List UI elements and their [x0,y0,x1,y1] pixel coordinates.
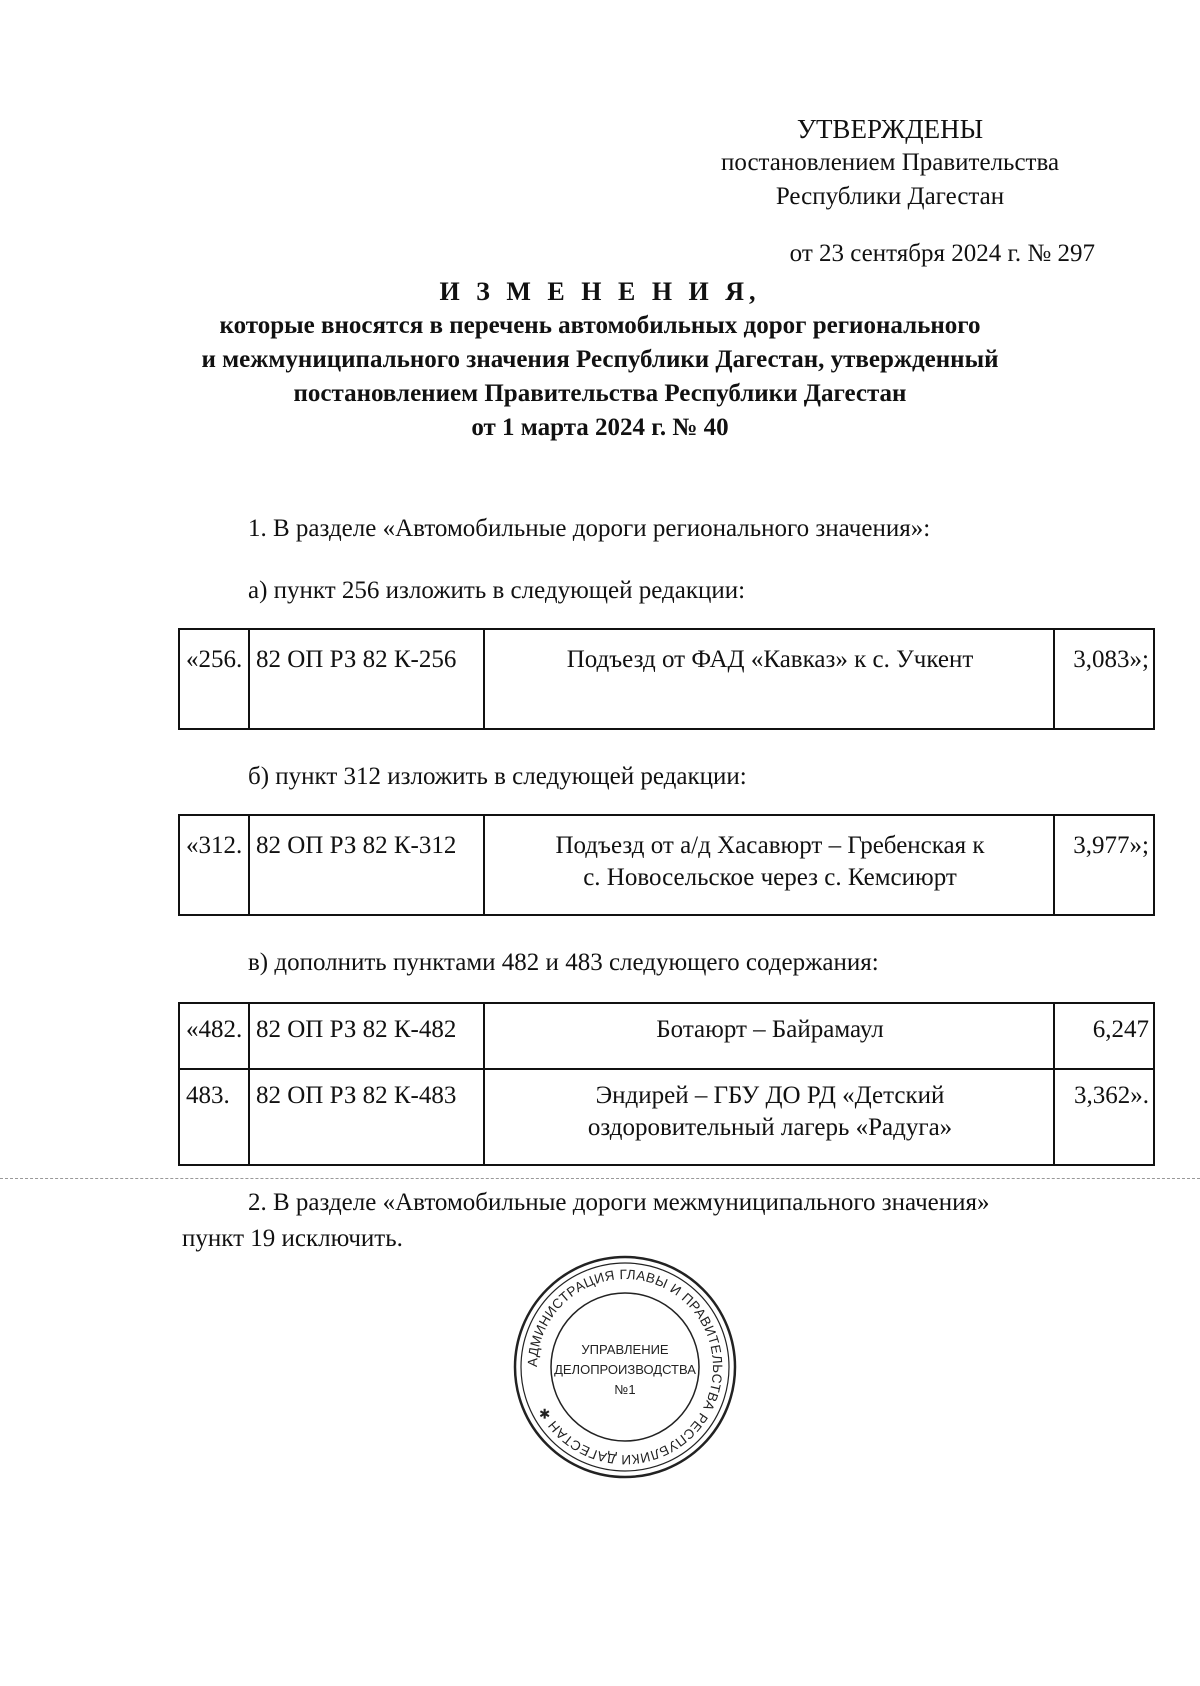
item-b-text: б) пункт 312 изложить в следующей редакции: [248,763,747,790]
table-row [179,629,1154,729]
item-a-text: а) пункт 256 изложить в следующей редакции: [248,577,746,604]
scan-artifact-line [0,1178,1200,1179]
road-name [484,815,1054,915]
title-line-3: постановлением Правительства Республики Дагестан [293,380,907,407]
road-name-line-1: Подъезд от а/д Хасавюрт – Гребенская к [555,832,985,859]
table-item-312 [178,814,1155,916]
table-row [179,815,1154,915]
title-line-4: от 1 марта 2024 г. № 40 [471,414,729,441]
road-name-line-2: с. Новосельское через с. Кемсиюрт [583,864,957,891]
approval-title: УТВЕРЖДЕНЫ [796,114,984,144]
section1-heading: 1. В разделе «Автомобильные дороги регионального значения»: [248,515,931,542]
road-code: 82 ОП РЗ 82 К-482 [249,1003,484,1069]
road-name-line-2: оздоровительный лагерь «Радуга» [587,1114,953,1141]
row-number: «312. [179,815,249,915]
approval-line-1: постановлением Правительства [720,149,1060,176]
road-code: 82 ОП РЗ 82 К-312 [249,815,484,915]
title-line-2: и межмуниципального значения Республики Дагестан, утвержденный [201,346,999,373]
item-c-text: в) дополнить пунктами 482 и 483 следующего содержания: [248,949,879,976]
stamp-ring-text: АДМИНИСТРАЦИЯ ГЛАВЫ И ПРАВИТЕЛЬСТВА РЕСПУБЛИКИ ДАГЕСТАН ✱ [524,1266,726,1468]
title-line-1: которые вносятся в перечень автомобильных дорог регионального [219,312,981,339]
section2-line-2: пункт 19 исключить. [182,1225,403,1252]
decree-date: от 23 сентября 2024 г. № 297 [789,240,1095,267]
document-title [130,275,1070,445]
official-stamp [510,1252,740,1482]
title-main: И З М Е Н Е Н И Я, [439,277,761,306]
road-code: 82 ОП РЗ 82 К-256 [249,629,484,729]
table-row [179,1003,1154,1069]
table-items-482-483 [178,1002,1155,1166]
approval-line-2: Республики Дагестан [775,183,1005,210]
road-name-line-1: Эндирей – ГБУ ДО РД «Детский [595,1082,945,1109]
road-length: 6,247 [1054,1003,1154,1069]
table-item-256 [178,628,1155,730]
stamp-center-line-3: №1 [614,1382,636,1397]
road-name [484,1069,1054,1165]
road-length: 3,362». [1054,1069,1154,1165]
road-code: 82 ОП РЗ 82 К-483 [249,1069,484,1165]
road-length: 3,977»; [1054,815,1154,915]
row-number: «482. [179,1003,249,1069]
road-name: Ботаюрт – Байрамаул [484,1003,1054,1069]
table-row [179,1069,1154,1165]
section2-line-1: 2. В разделе «Автомобильные дороги межмуниципального значения» [248,1189,990,1216]
row-number: «256. [179,629,249,729]
stamp-center-line-2: ДЕЛОПРОИЗВОДСТВА [554,1362,696,1377]
road-length: 3,083»; [1054,629,1154,729]
stamp-seal-icon [510,1252,740,1482]
row-number: 483. [179,1069,249,1165]
stamp-center-line-1: УПРАВЛЕНИЕ [581,1342,669,1357]
road-name: Подъезд от ФАД «Кавказ» к с. Учкент [484,629,1054,729]
approval-block [700,112,1080,214]
